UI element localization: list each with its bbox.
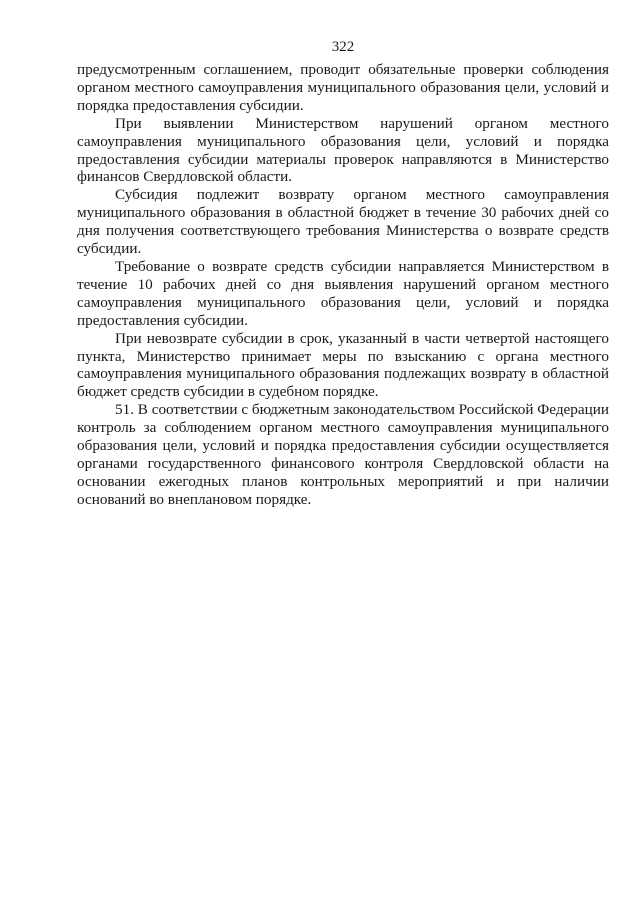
paragraph-subsidy-return: Субсидия подлежит возврату органом местного самоуправления муниципального образования в областной бюджет в течение 30 рабочих дней со дня получения соответствующего требования Министерства о возврате средств субсидии. bbox=[77, 186, 609, 258]
paragraph-item-51: 51. В соответствии с бюджетным законодательством Российской Федерации контроль за соблюдением органом местного самоуправления муниципального образования цели, условий и порядка предоставления субсидии осуществляется органами государственного финансового контроля Свердловской области на основании ежегодных планов контрольных мероприятий и при наличии оснований во внеплановом порядке. bbox=[77, 401, 610, 508]
document-body bbox=[77, 61, 609, 509]
paragraph-return-requirement: Требование о возврате средств субсидии направляется Министерством в течение 10 рабочих дней со дня выявления нарушений органом местного самоуправления муниципального образования цели, условий и порядка предоставления субсидии. bbox=[77, 257, 609, 329]
paragraph-non-return: При невозврате субсидии в срок, указанный в части четвертой настоящего пункта, Министерство принимает меры по взысканию с органа местного самоуправления муниципального образования подлежащих возврату в областной бюджет средств субсидии в судебном порядке. bbox=[77, 329, 609, 401]
page-number: 322 bbox=[331, 39, 355, 55]
paragraph-continuation: предусмотренным соглашением, проводит обязательные проверки соблюдения органом местного самоуправления муниципального образования цели, условий и порядка предоставления субсидии. bbox=[77, 61, 609, 114]
paragraph-violations-materials: При выявлении Министерством нарушений органом местного самоуправления муниципального образования цели, условий и порядка предоставления субсидии материалы проверок направляются в Министерство финансов Свердловской области. bbox=[77, 114, 609, 186]
